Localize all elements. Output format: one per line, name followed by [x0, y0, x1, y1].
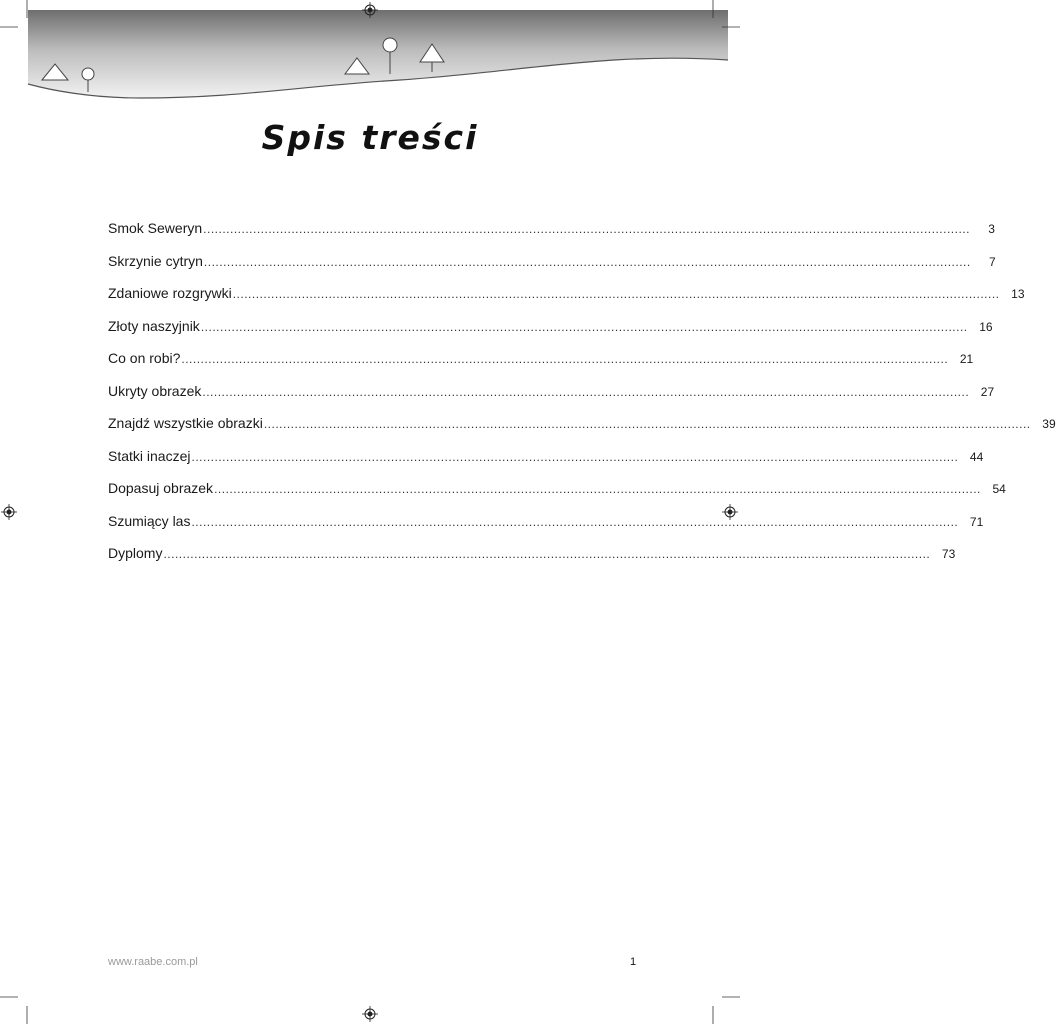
toc-entry-page-number: 21: [959, 352, 974, 366]
toc-entry-title: Smok Seweryn: [108, 220, 203, 236]
footer-page-number: 1: [630, 956, 637, 968]
toc-leader-dots: ........................................................................................................................................................................................................: [203, 222, 970, 236]
toc-leader-dots: ........................................................................................................................................................................................................: [232, 287, 1000, 301]
toc-entry-page-number: 39: [1042, 417, 1056, 431]
toc-leader-dots: ........................................................................................................................................................................................................: [263, 417, 1031, 431]
toc-entry: [108, 285, 1025, 318]
toc-leader-dots: ........................................................................................................................................................................................................: [181, 352, 949, 366]
toc-entry-title: Skrzynie cytryn: [108, 252, 203, 269]
toc-entry-page-number: 71: [969, 514, 984, 529]
toc-entry-title: Złoty naszyjnik: [108, 317, 200, 334]
toc-leader-dots: ........................................................................................................................................................................................................: [202, 384, 970, 399]
toc-entry-page-number: 13: [1011, 287, 1025, 301]
toc-entry: [108, 317, 993, 351]
toc-entry-title: Znajdź wszystkie obrazki: [108, 415, 263, 431]
toc-entry-page-number: 54: [992, 482, 1006, 496]
toc-entry-page-number: 16: [979, 319, 993, 334]
toc-entry: [108, 512, 984, 546]
toc-entry-title: Dopasuj obrazek: [108, 480, 214, 496]
toc-entry-title: Dyplomy: [108, 545, 163, 561]
toc-entry: [108, 350, 974, 383]
toc-entry-title: Statki inaczej: [108, 447, 191, 464]
toc-leader-dots: ........................................................................................................................................................................................................: [191, 514, 959, 529]
toc-entry: [108, 252, 996, 286]
toc-entry-page-number: 73: [941, 547, 956, 561]
toc-entry-title: Ukryty obrazek: [108, 382, 202, 399]
toc-entry: [108, 480, 1006, 513]
footer-url: www.raabe.com.pl: [108, 956, 198, 968]
table-of-contents: [108, 220, 1056, 578]
toc-leader-dots: ........................................................................................................................................................................................................: [191, 449, 959, 464]
toc-entry-title: Zdaniowe rozgrywki: [108, 285, 232, 301]
toc-entry: [108, 382, 995, 416]
toc-entry: [108, 220, 995, 253]
toc-entry: [108, 545, 956, 578]
toc-entry-page-number: 27: [980, 384, 995, 399]
page-title: Spis treści: [261, 118, 479, 157]
toc-leader-dots: ........................................................................................................................................................................................................: [214, 482, 981, 496]
toc-entry-page-number: 7: [989, 254, 996, 269]
toc-entry: [108, 415, 1056, 448]
toc-entry: [108, 447, 984, 481]
toc-entry-title: Co on robi?: [108, 350, 181, 366]
toc-entry-page-number: 3: [988, 222, 995, 236]
toc-leader-dots: ........................................................................................................................................................................................................: [163, 547, 931, 561]
toc-entry-title: Szumiący las: [108, 512, 191, 529]
toc-leader-dots: ........................................................................................................................................................................................................: [203, 254, 971, 269]
toc-entry-page-number: 44: [969, 449, 984, 464]
toc-leader-dots: ........................................................................................................................................................................................................: [200, 319, 968, 334]
